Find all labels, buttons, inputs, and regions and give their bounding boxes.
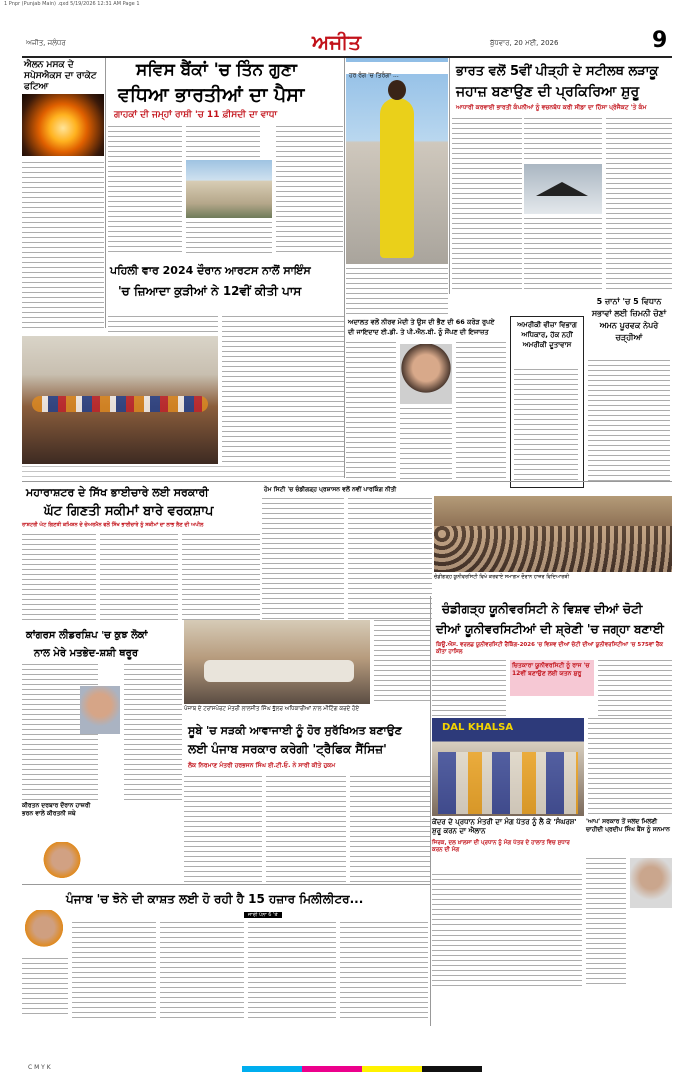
dal-khalsa-side-body	[588, 718, 672, 816]
aarts-body-2	[222, 316, 344, 466]
traffic-body-1	[184, 776, 262, 882]
swiss-building-photo	[186, 160, 272, 218]
jet-photo	[524, 164, 602, 214]
aarts-story	[108, 262, 344, 314]
cu-crowd	[434, 526, 672, 572]
kirtan-headline: ਕੀਰਤਨ ਦਰਬਾਰ ਦੌਰਾਨ ਹਾਜ਼ਰੀ ਭਰਨ ਵਾਲੇ ਕੀਰਤਨੀ ਜਥੇ	[22, 802, 91, 817]
tharoor-story	[22, 624, 182, 804]
nirav-headline-2: ਦੀ ਜਾਇਦਾਦ ਈ.ਡੀ. ਤੇ ਪੀ.ਐਨ.ਬੀ. ਨੂੰ ਸੌਂਪਣ ਦੀ ਇਜਾਜ਼ਤ	[348, 328, 489, 336]
rule-1	[105, 58, 106, 328]
tharoor-headline-2: ਨਾਲ ਮੇਰੇ ਮਤਭੇਦ-ਸ਼ਸ਼ੀ ਥਰੂਰ	[34, 648, 139, 659]
stealth-headline-1: ਭਾਰਤ ਵਲੋਂ 5ਵੀਂ ਪੀੜ੍ਹੀ ਦੇ ਸਟੀਲਥ ਲੜਾਕੂ	[456, 64, 659, 79]
aarts-headline-2: 'ਚ ਜ਼ਿਆਦਾ ਕੁੜੀਆਂ ਨੇ 12ਵੀਂ ਕੀਤੀ ਪਾਸ	[118, 284, 302, 298]
tharoor-body-2	[124, 664, 182, 804]
obit-headline: 'ਆਪ' ਸਰਕਾਰ ਤੋਂ ਜਲਦ ਮਿਲਣੀ ਚਾਹੀਦੀ ਪ੍ਰਦੀਪ ਸਿੰਘ ਬੈਂਸ ਨੂੰ ਸਨਮਾਨ	[586, 818, 670, 833]
rain-body-3	[160, 922, 244, 1018]
page-number: 9	[652, 28, 668, 53]
rain-body-2	[72, 922, 156, 1018]
tharoor-headline-1: ਕਾਂਗਰਸ ਲੀਡਰਸ਼ਿਪ 'ਚ ਕੁਝ ਲੋਕਾਂ	[26, 630, 148, 641]
masthead-date: ਬੁੱਧਵਾਰ, 20 ਮਈ, 2026	[490, 39, 559, 47]
swiss-body-4	[276, 126, 343, 256]
musk-body	[22, 162, 104, 328]
traffic-subhead: ਲੋਕ ਨਿਰਮਾਣ ਮੰਤਰੀ ਹਰਭਜਨ ਸਿੰਘ ਈ.ਟੀ.ਓ. ਨੇ ਸਾਰੀ ਕੀਤੇ ਹੁਕਮ	[188, 762, 336, 769]
stealth-body-3	[524, 218, 602, 292]
turbans	[32, 396, 208, 412]
obit-story	[586, 818, 672, 986]
nirav-body-2	[400, 408, 452, 480]
dal-khalsa-banner: DAL KHALSA	[442, 722, 514, 733]
footer-strip	[22, 1062, 672, 1076]
cu-headline-1: ਚੰਡੀਗੜ੍ਹ ਯੂਨੀਵਰਸਿਟੀ ਨੇ ਵਿਸ਼ਵ ਦੀਆਂ ਚੋਟੀ	[442, 602, 643, 616]
maharashtra-body-3	[182, 534, 260, 622]
cu-story	[432, 596, 672, 716]
figure-saree	[380, 98, 414, 258]
stealth-headline-2: ਜਹਾਜ਼ ਬਣਾਉਣ ਦੀ ਪ੍ਰਕਿਰਿਆ ਸ਼ੁਰੂ	[456, 84, 640, 100]
dal-khalsa-lower-body	[432, 930, 582, 986]
rule-2	[344, 58, 345, 478]
traffic-body-2	[266, 776, 346, 882]
meeting-body-right	[374, 620, 430, 704]
stealth-body-2	[524, 118, 602, 162]
swiss-body-2	[186, 126, 260, 158]
stealth-story	[452, 58, 672, 294]
maharashtra-headline-1: ਮਹਾਰਾਸ਼ਟਰ ਦੇ ਸਿੱਖ ਭਾਈਚਾਰੇ ਲਈ ਸਰਕਾਰੀ	[26, 486, 209, 499]
hema-photo	[346, 58, 448, 264]
dal-khalsa-subhead: ਜਿਰਕ, ਦਲ ਖ਼ਾਲਸਾ ਦੀ ਪ੍ਰਧਾਨ ਨੂੰ ਮੰਗ ਪੱਤਰ ਦੇ ਹਾਲਾਤ ਵਿਚ ਸੁਧਾਰ ਕਰਨ ਦੀ ਮੰਗ	[432, 840, 570, 853]
masthead-title: ਅਜੀਤ	[312, 30, 362, 54]
gathering-photo	[22, 336, 218, 464]
visa-headline: ਅਮਰੀਕੀ ਵੀਜ਼ਾ ਵਿਭਾਗ ਅਧਿਕਾਰ, ਹੱਕ ਨਹੀਂ ਅਮਰੀਕੀ ਦੂਤਾਵਾਸ	[517, 321, 577, 349]
stealth-body-4	[606, 118, 672, 292]
musk-headline: ਐਲਨ ਮਸਕ ਦੇ ਸਪੇਸਐਕਸ ਦਾ ਰਾਕੇਟ ਫਟਿਆ	[24, 60, 97, 92]
traffic-body-3	[350, 776, 430, 882]
rain-body-1	[22, 958, 68, 1018]
hema-caption: ਹਰ ਰੰਗ 'ਚ ਤਿਰੰਗਾ ...	[349, 72, 399, 79]
maharashtra-subhead: ਰਾਸ਼ਟਰੀ ਘੱਟ ਗਿਣਤੀ ਕਮਿਸ਼ਨ ਦੇ ਚੇਅਰਮੈਨ ਵਲੋਂ ਸਿੱਖ ਭਾਈਚਾਰੇ ਨੂੰ ਸਕੀਮਾਂ ਦਾ ਲਾਭ ਲੈਣ ਦੀ ਅਪੀਲ	[22, 522, 204, 528]
swiss-story	[108, 58, 343, 258]
masthead-left: ਅਜੀਤ, ਜਲੰਧਰ	[26, 39, 66, 47]
swiss-headline-1: ਸਵਿਸ ਬੈਂਕਾਂ 'ਚ ਤਿੰਨ ਗੁਣਾ	[136, 60, 297, 80]
tharoor-photo	[80, 686, 120, 734]
cu-headline-2: ਦੀਆਂ ਯੂਨੀਵਰਸਿਟੀਆਂ ਦੀ ਸ਼੍ਰੇਣੀ 'ਚ ਜਗ੍ਹਾ ਬਣਾਈ	[436, 622, 664, 636]
rain-body-5	[340, 922, 428, 1018]
stealth-subhead: ਆਧਾਰੀ ਕਰਵਾਈ ਭਾਰਤੀ ਕੰਪਨੀਆਂ ਨੂੰ ਵਚਨਬੱਧ ਕਰੀ ਸੀਡਾ ਦਾ ਹਿੱਸਾ ਪ੍ਰੋਜੈਕਟ 'ਤੇ ਕੰਮ	[456, 104, 647, 111]
election-headline: 5 ਜ਼ਾਨਾਂ 'ਚ 5 ਵਿਧਾਨ ਸਭਾਵਾਂ ਲਈ ਜ਼ਿਮਨੀ ਚੋਣਾਂ ਅਮਨ ਪੂਰਵਕ ਨੇਪਰੇ ਚੜ੍ਹੀਆਂ	[591, 297, 667, 342]
election-story	[586, 296, 672, 486]
meeting-photo	[184, 620, 370, 704]
musk-story	[22, 58, 104, 330]
print-strip: 1 Pnpr (Punjab Main) .qxd 5/19/2026 12:31 AM Page 1	[4, 1, 140, 7]
tharoor-body-1	[22, 664, 98, 804]
dal-khalsa-body	[432, 874, 582, 926]
election-body	[588, 360, 670, 484]
rain-body-4	[248, 922, 336, 1018]
cu-pink-box	[510, 660, 594, 696]
hema-caption-body	[346, 268, 448, 314]
nirav-story	[346, 314, 506, 480]
swiss-body-3	[186, 222, 272, 256]
meeting-caption: ਪੰਜਾਬ ਦੇ ਟਰਾਂਸਪੋਰਟ ਮੰਤਰੀ ਲਾਲਜੀਤ ਸਿੰਘ ਭੁੱਲਰ ਅਧਿਕਾਰੀਆਂ ਨਾਲ ਮੀਟਿੰਗ ਕਰਦੇ ਹੋਏ	[184, 706, 359, 712]
nirav-body-3	[456, 342, 506, 480]
rule-3	[449, 58, 450, 294]
figure-head	[388, 80, 406, 100]
chandigarh-mid-story	[262, 484, 432, 620]
visa-box	[510, 316, 584, 488]
rain-headline: ਪੰਜਾਬ 'ਚ ਝੋਨੇ ਦੀ ਕਾਸ਼ਤ ਲਈ ਹੋ ਰਹੀ ਹੈ 15 ਹਜ਼ਾਰ ਮਿਲੀਲੀਟਰ...	[66, 892, 364, 906]
gathering-caption	[22, 466, 344, 480]
cu-body-2	[598, 660, 672, 716]
nirav-body-1	[346, 342, 396, 480]
traffic-headline-2: ਲਈ ਪੰਜਾਬ ਸਰਕਾਰ ਕਰੇਗੀ 'ਟ੍ਰੈਫਿਕ ਸੈਂਸਿਜ਼'	[188, 742, 387, 756]
chandigarh-mid-headline: ਹੋਮ ਸਿਟੀ 'ਚ ਚੰਡੀਗੜ੍ਹ ਪ੍ਰਸ਼ਾਸਨ ਵਲੋਂ ਨਵੀਂ ਪਾਰਕਿੰਗ ਨੀਤੀ	[264, 486, 397, 493]
kirtan-photo	[42, 842, 82, 886]
chandigarh-mid-body-2	[348, 498, 432, 620]
aarts-headline-1: ਪਹਿਲੀ ਵਾਰ 2024 ਦੌਰਾਨ ਆਰਟਸ ਨਾਲੋਂ ਸਾਇੰਸ	[110, 264, 311, 277]
rule-h2	[22, 884, 430, 885]
dal-khalsa-people	[438, 752, 578, 814]
cu-subhead: ਕਿਊ.ਐਸ. ਵਰਲਡ ਯੂਨੀਵਰਸਿਟੀ ਰੈਂਕਿੰਗ-2026 'ਚ ਵਿਸ਼ਵ ਦੀਆਂ ਚੋਟੀ ਦੀਆਂ ਯੂਨੀਵਰਸਿਟੀਆਂ 'ਚ 575ਵਾਂ ਰੈਂਕ ਕੀਤਾ ਹਾਸਿਲ	[436, 642, 663, 655]
visa-body	[514, 369, 578, 481]
traffic-story	[184, 722, 430, 882]
maharashtra-story	[22, 482, 260, 622]
maharashtra-body-2	[100, 534, 178, 622]
masthead	[22, 30, 672, 58]
rocket-photo	[22, 94, 104, 156]
footer-code: C M Y K	[28, 1064, 51, 1071]
rule-4	[430, 596, 431, 1026]
cu-body-1	[432, 660, 506, 716]
chandigarh-mid-body-1	[262, 498, 344, 620]
nirav-headline-1: ਅਦਾਲਤ ਵਲੋਂ ਨੀਰਵ ਮੋਦੀ ਤੇ ਉਸ ਦੀ ਭੈਣ ਦੀ 66 ਕਰੋੜ ਰੁਪਏ	[348, 318, 495, 326]
rain-photo	[22, 910, 66, 954]
rain-jump: ਜਾਰੀ ਪੰਨਾ 6 'ਤੇ	[244, 912, 282, 918]
color-bar	[242, 1066, 482, 1072]
hema-caption-bar	[346, 62, 448, 79]
stealth-body-1	[452, 118, 522, 292]
dal-khalsa-story	[432, 818, 582, 926]
swiss-subhead: ਗਾਹਕਾਂ ਦੀ ਜਮ੍ਹਾਂ ਰਾਸ਼ੀ 'ਚ 11 ਫ਼ੀਸਦੀ ਦਾ ਵਾਧਾ	[114, 110, 278, 120]
cu-pink-text: ਚਿਤਕਾਰਾ ਯੂਨੀਵਰਸਿਟੀ ਨੂੰ ਰਾਜ 'ਚ 12ਵੀਂ ਬਣਾਉਣ ਲਈ ਯਤਨ ਸ਼ੁਰੂ	[512, 662, 590, 677]
obit-body	[586, 858, 626, 986]
traffic-headline-1: ਸੂਬੇ 'ਚ ਸੜਕੀ ਆਵਾਜਾਈ ਨੂੰ ਹੋਰ ਸੁਰੱਖਿਅਤ ਬਣਾਉਣ	[188, 724, 402, 737]
cu-photo	[434, 496, 672, 572]
dal-khalsa-headline: ਕੇਂਦਰ ਦੇ ਪ੍ਰਧਾਨ ਮੰਤਰੀ ਦਾ ਮੰਗ ਪੱਤਰ ਨੂੰ ਲੈ ਕੇ 'ਸੰਘਰਸ਼' ਸ਼ੁਰੂ ਕਰਨ ਦਾ ਐਲਾਨ	[432, 818, 577, 835]
rain-story	[22, 886, 428, 1018]
obit-photo	[630, 858, 672, 908]
maharashtra-body-1	[22, 534, 96, 622]
rule-h1	[22, 481, 672, 482]
cu-caption: ਚੰਡੀਗੜ੍ਹ ਯੂਨੀਵਰਸਿਟੀ ਵਿਖੇ ਕਰਵਾਏ ਸਮਾਗਮ ਦੌਰਾਨ ਹਾਜ਼ਰ ਵਿਦਿਆਰਥੀ	[434, 574, 570, 580]
jet-icon	[536, 182, 588, 196]
swiss-headline-2: ਵਧਿਆ ਭਾਰਤੀਆਂ ਦਾ ਪੈਸਾ	[118, 84, 305, 106]
maharashtra-headline-2: ਘੱਟ ਗਿਣਤੀ ਸਕੀਮਾਂ ਬਾਰੇ ਵਰਕਸ਼ਾਪ	[44, 504, 214, 519]
nirav-photo	[400, 344, 452, 404]
dal-khalsa-photo	[432, 718, 584, 816]
meeting-table	[204, 660, 354, 682]
swiss-body-1	[108, 126, 182, 256]
